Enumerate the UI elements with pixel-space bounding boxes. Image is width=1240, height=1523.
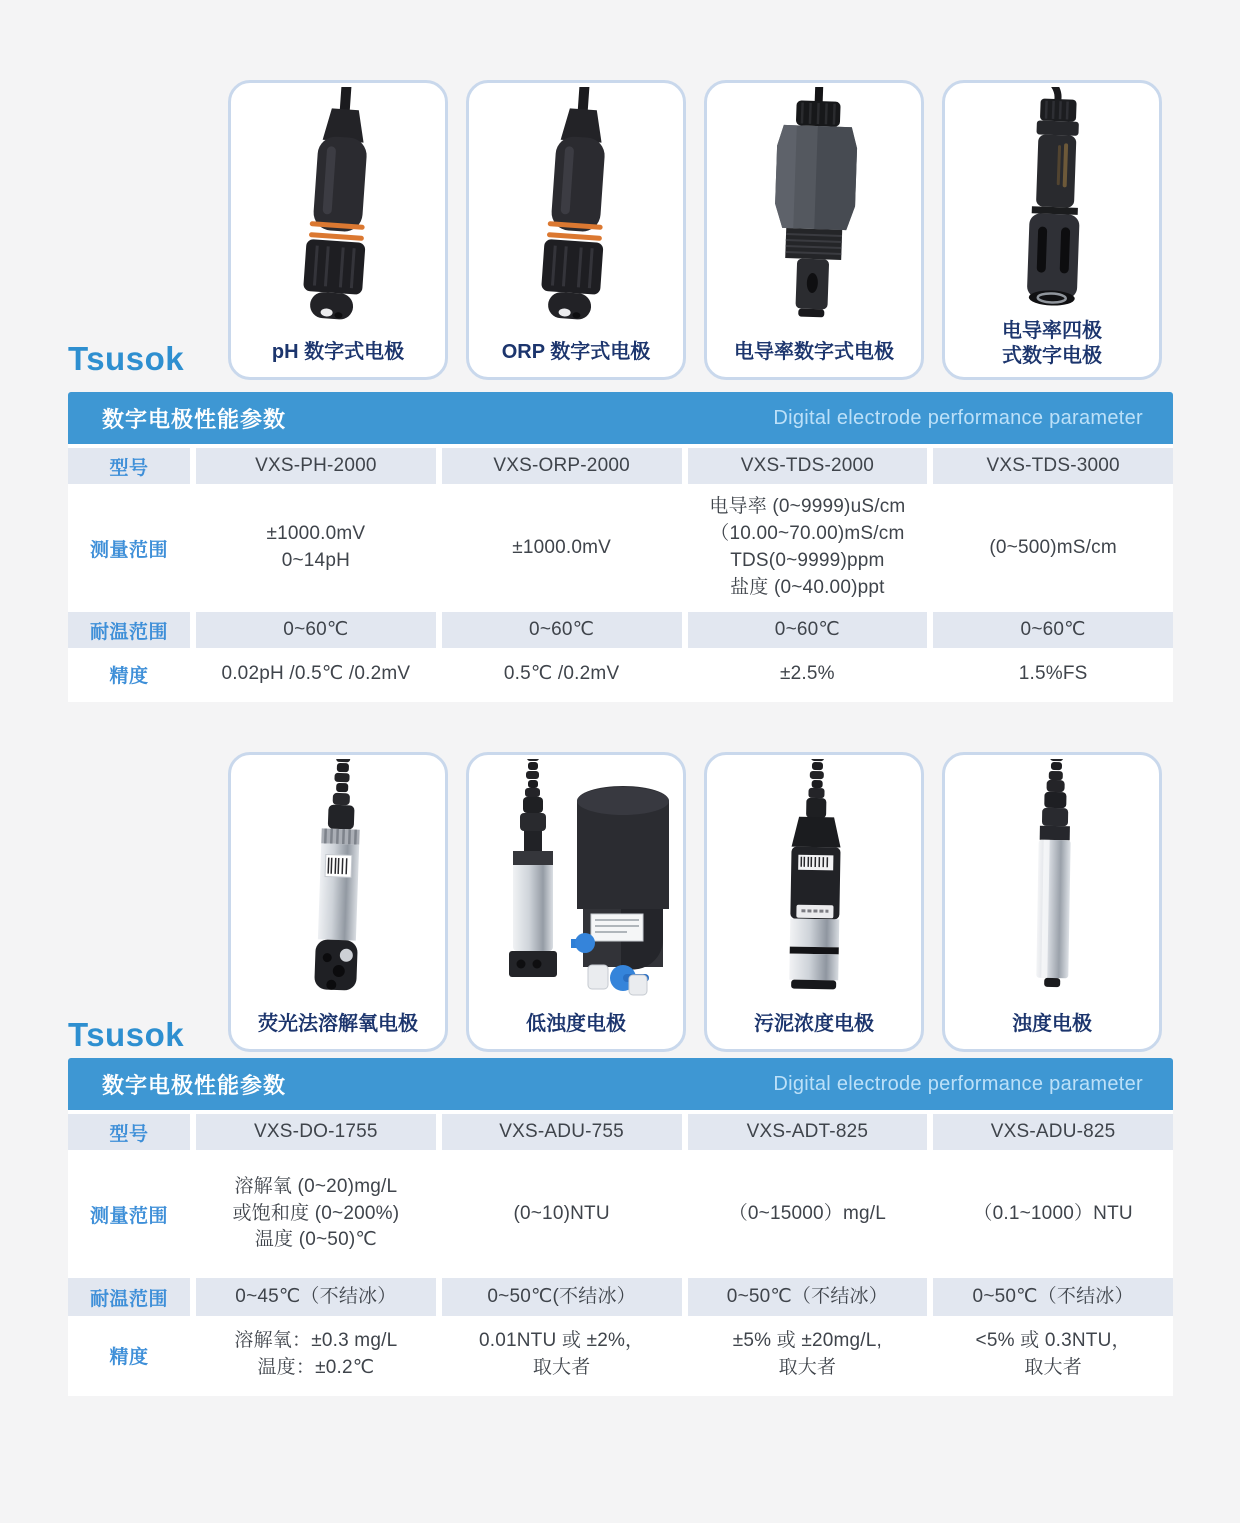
spec-cell: <5% 或 0.3NTU， 取大者 xyxy=(975,1330,1131,1378)
spec-row-range xyxy=(68,488,1173,608)
spec-cell: 0~60℃ xyxy=(933,612,1173,648)
table-title-cn: 数字电极性能参数 xyxy=(102,1072,287,1098)
spec-cell: VXS-ORP-2000 xyxy=(442,448,682,484)
spec-row-range xyxy=(68,1154,1173,1274)
spec-cell: 0~50℃（不结冰） xyxy=(933,1278,1173,1316)
spec-cell: （0.1~1000）NTU xyxy=(973,1202,1133,1224)
product-label: 电导率四极 式数字电极 xyxy=(1002,320,1102,367)
turbidity-probe-icon xyxy=(952,759,1152,997)
row-label: 精度 xyxy=(109,665,149,687)
spec-cell: 0~60℃ xyxy=(688,612,928,648)
spec-cell: 0.01NTU 或 ±2%， 取大者 xyxy=(478,1330,645,1378)
row-label: 型号 xyxy=(68,1114,190,1150)
spec-table-1 xyxy=(68,444,1173,702)
spec-cell: VXS-ADU-755 xyxy=(442,1114,682,1150)
spec-cell: 0~50℃（不结冰） xyxy=(688,1278,928,1316)
spec-cell: VXS-TDS-3000 xyxy=(933,448,1173,484)
product-card-conductivity xyxy=(704,80,924,380)
product-label: 电导率数字式电极 xyxy=(734,340,894,363)
spec-cell: 溶解氧：±0.3 mg/L 温度：±0.2℃ xyxy=(234,1330,398,1378)
table-title-bar xyxy=(68,1058,1173,1110)
brand-logo: Tsusok xyxy=(68,1016,185,1053)
spec-row-accuracy xyxy=(68,1320,1173,1390)
product-card-row-1 xyxy=(228,80,1162,380)
spec-cell: 1.5%FS xyxy=(1018,662,1088,684)
spec-cell: ±1000.0mV 0~14pH xyxy=(266,523,366,571)
row-label: 测量范围 xyxy=(89,539,168,561)
spec-cell: VXS-TDS-2000 xyxy=(688,448,928,484)
spec-cell: 0.02pH /0.5℃ /0.2mV xyxy=(221,662,411,684)
dissolved-oxygen-electrode-image xyxy=(231,759,445,997)
spec-cell: 0~45℃（不结冰） xyxy=(196,1278,436,1316)
product-card-row-2 xyxy=(228,752,1162,1052)
spec-cell: 0~50℃(不结冰） xyxy=(442,1278,682,1316)
spec-cell: (0~10)NTU xyxy=(513,1202,610,1224)
row-label: 耐温范围 xyxy=(68,1278,190,1316)
table-title-bar xyxy=(68,392,1173,444)
spec-row-model xyxy=(68,448,1173,484)
table-title-en: Digital electrode performance parameter xyxy=(773,1072,1143,1095)
turbidity-electrode-image xyxy=(945,759,1159,997)
spec-table-2 xyxy=(68,1110,1173,1396)
spec-cell: VXS-PH-2000 xyxy=(196,448,436,484)
table-title-en: Digital electrode performance parameter xyxy=(773,406,1143,429)
product-label: 低浊度电极 xyxy=(526,1012,626,1035)
product-label: 浊度电极 xyxy=(1012,1012,1092,1035)
table-title-cn: 数字电极性能参数 xyxy=(102,406,287,432)
sludge-electrode-image xyxy=(707,759,921,997)
spec-cell: ±5% 或 ±20mg/L, 取大者 xyxy=(732,1330,883,1378)
product-label: 荧光法溶解氧电极 xyxy=(258,1012,418,1035)
spec-cell: （0~15000）mg/L xyxy=(728,1202,887,1224)
product-label: pH 数字式电极 xyxy=(271,340,405,363)
four-pole-probe-icon xyxy=(952,87,1152,325)
row-label: 测量范围 xyxy=(89,1205,168,1227)
spec-row-model xyxy=(68,1114,1173,1150)
conductivity-electrode-image xyxy=(707,87,921,325)
spec-cell: 0~60℃ xyxy=(196,612,436,648)
spec-cell: ±2.5% xyxy=(780,662,835,684)
product-card-orp xyxy=(466,80,686,380)
row-label: 型号 xyxy=(68,448,190,484)
spec-row-accuracy xyxy=(68,652,1173,696)
product-card-do xyxy=(228,752,448,1052)
orp-probe-icon xyxy=(476,87,676,325)
orp-electrode-image xyxy=(469,87,683,325)
product-card-sludge xyxy=(704,752,924,1052)
row-label: 精度 xyxy=(109,1346,149,1368)
product-card-turbidity xyxy=(942,752,1162,1052)
row-label: 耐温范围 xyxy=(68,612,190,648)
product-label: 污泥浓度电极 xyxy=(754,1012,874,1035)
spec-cell: (0~500)mS/cm xyxy=(989,536,1117,558)
spec-row-temperature xyxy=(68,612,1173,648)
spec-cell: 溶解氧 (0~20)mg/L 或饱和度 (0~200%) 温度 (0~50)℃ xyxy=(232,1175,400,1251)
spec-cell: VXS-ADT-825 xyxy=(688,1114,928,1150)
ph-electrode-image xyxy=(231,87,445,325)
ph-probe-icon xyxy=(238,87,438,325)
spec-cell: VXS-ADU-825 xyxy=(933,1114,1173,1150)
product-card-four-pole xyxy=(942,80,1162,380)
low-turbidity-probe-icon xyxy=(471,759,681,997)
spec-row-temperature xyxy=(68,1278,1173,1316)
do-probe-icon xyxy=(238,759,438,997)
spec-cell: VXS-DO-1755 xyxy=(196,1114,436,1150)
brand-logo: Tsusok xyxy=(68,340,185,377)
low-turbidity-electrode-image xyxy=(469,759,683,997)
spec-cell: 电导率 (0~9999)uS/cm （10.00~70.00)mS/cm TDS(0~9999)ppm 盐度 (0~40.00)ppt xyxy=(709,496,906,598)
conductivity-probe-icon xyxy=(714,87,914,325)
spec-cell: 0~60℃ xyxy=(442,612,682,648)
four-pole-electrode-image xyxy=(945,87,1159,325)
spec-cell: ±1000.0mV xyxy=(512,536,612,558)
spec-cell: 0.5℃ /0.2mV xyxy=(503,662,620,684)
product-card-ph xyxy=(228,80,448,380)
sludge-probe-icon xyxy=(714,759,914,997)
product-label: ORP 数字式电极 xyxy=(501,340,651,363)
product-card-low-turbidity xyxy=(466,752,686,1052)
